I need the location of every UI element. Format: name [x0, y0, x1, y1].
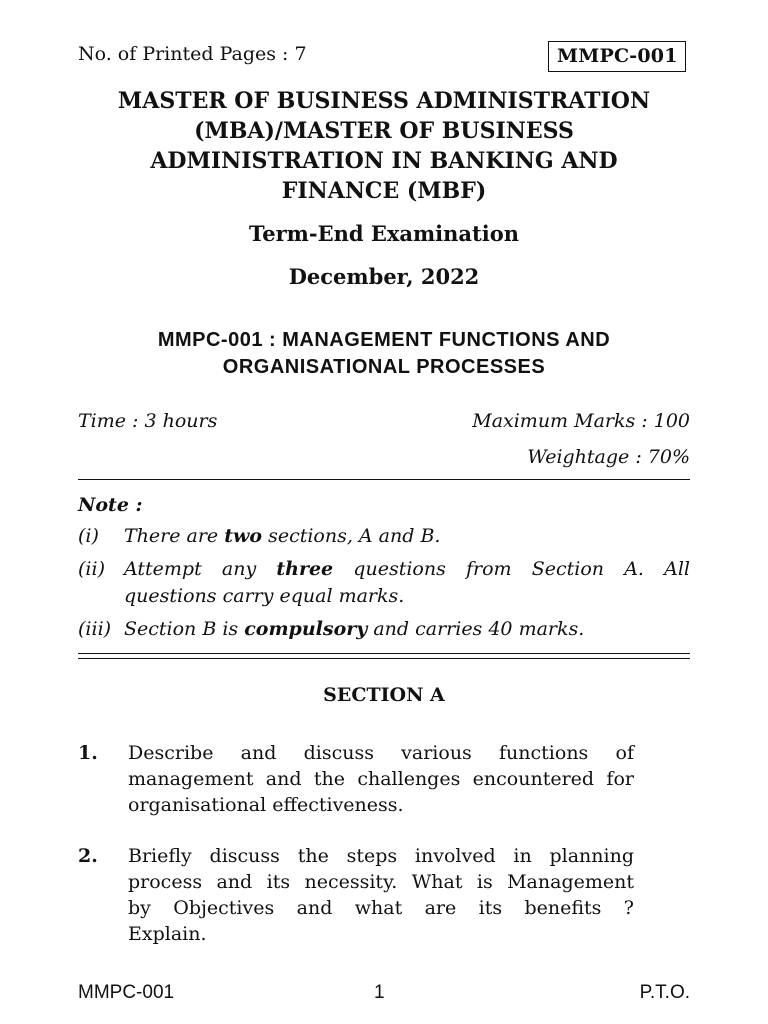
course-title-line: MMPC-001 : MANAGEMENT FUNCTIONS AND: [157, 329, 611, 351]
note-item-text: questions from Section A. All: [333, 558, 691, 580]
exam-date: December, 2022: [288, 264, 480, 289]
programme-title: [84, 86, 684, 206]
programme-title-line: (MBA)/MASTER OF BUSINESS: [194, 118, 574, 144]
note-item-emphasis: two: [224, 525, 263, 547]
question-line: process and its necessity. What is Management: [128, 871, 634, 893]
question-line: Briefly discuss the steps involved in planning: [128, 845, 634, 867]
note-heading: Note :: [78, 494, 143, 516]
exam-type: Term-End Examination: [248, 221, 519, 246]
programme-title-line: ADMINISTRATION IN BANKING AND: [150, 148, 618, 174]
printed-pages-count: No. of Printed Pages : 7: [78, 43, 307, 65]
note-item-text: Section B is: [124, 618, 245, 640]
section-a-heading: SECTION A: [323, 684, 445, 706]
note-item-text: questions carry equal marks.: [124, 585, 405, 607]
note-item: [78, 616, 690, 643]
footer-pto: P.T.O.: [639, 982, 690, 1003]
course-title-line: ORGANISATIONAL PROCESSES: [222, 356, 546, 378]
question-line: organisational effectiveness.: [128, 794, 404, 816]
weightage: Weightage : 70%: [527, 446, 690, 468]
question-number: 1.: [78, 742, 98, 764]
question-line: Describe and discuss various functions of: [128, 742, 634, 764]
question: [78, 843, 634, 947]
note-item-emphasis: three: [276, 558, 334, 580]
note-item: [78, 523, 690, 550]
note-item-text: and carries 40 marks.: [367, 618, 585, 640]
footer-paper-code: MMPC-001: [78, 982, 175, 1003]
question-number: 2.: [78, 845, 98, 867]
divider: [78, 479, 690, 480]
footer-page-number: 1: [374, 982, 385, 1003]
programme-title-line: MASTER OF BUSINESS ADMINISTRATION: [117, 88, 651, 114]
maximum-marks: Maximum Marks : 100: [472, 410, 690, 432]
question-line: Explain.: [128, 923, 207, 945]
note-item-text: sections, A and B.: [262, 525, 441, 547]
double-divider-bottom: [78, 658, 690, 659]
exam-time: Time : 3 hours: [78, 410, 218, 432]
question: [78, 740, 634, 818]
note-item-number: (ii): [78, 558, 105, 580]
note-item-text: Attempt any: [124, 558, 277, 580]
double-divider-top: [78, 653, 690, 654]
course-title: [84, 327, 684, 381]
question-line: by Objectives and what are its benefits ?: [128, 897, 634, 919]
note-item-number: (i): [78, 525, 99, 547]
question-line: management and the challenges encountered for: [128, 768, 634, 790]
programme-title-line: FINANCE (MBF): [281, 178, 487, 204]
note-item-number: (iii): [78, 618, 112, 640]
paper-code-box: MMPC-001: [548, 41, 686, 72]
note-item-text: There are: [124, 525, 225, 547]
note-item-emphasis: compulsory: [244, 618, 368, 640]
note-item: [78, 556, 690, 610]
